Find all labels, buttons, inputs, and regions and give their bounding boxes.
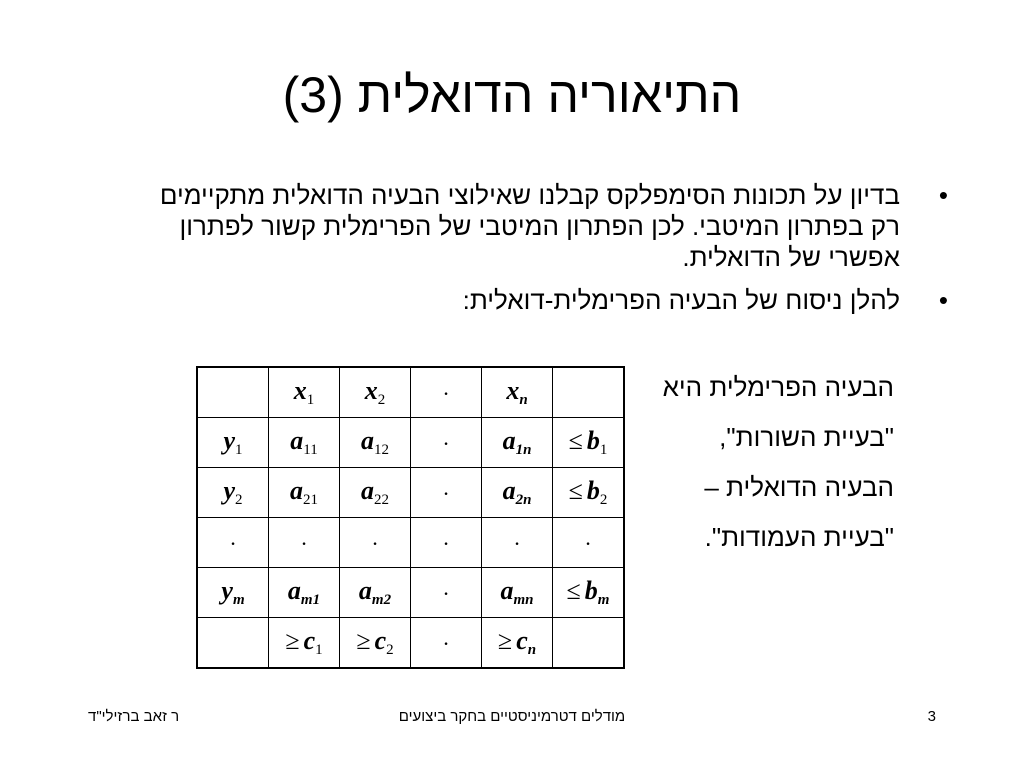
rhs-bm: ≤ $b_m$: [553, 568, 625, 618]
ellipsis-dot: ·: [411, 418, 482, 468]
bullet-icon: •: [938, 285, 948, 315]
objective-cn: ≥ $c_n$: [482, 618, 553, 669]
ellipsis-dot: ·: [340, 518, 411, 568]
ellipsis-dot: ·: [411, 618, 482, 669]
dual-variable-y2: $y_2$: [197, 468, 269, 518]
table-row: [197, 618, 624, 669]
primal-dual-table: [196, 366, 625, 669]
empty-cell: [197, 618, 269, 669]
variable-x1: $x_1$: [269, 367, 340, 418]
ellipsis-dot: ·: [482, 518, 553, 568]
ellipsis-dot: ·: [197, 518, 269, 568]
ellipsis-dot: ·: [553, 518, 625, 568]
ellipsis-dot: ·: [269, 518, 340, 568]
coefficient-a22: $a_{22}$: [340, 468, 411, 518]
footer-author: ר זאב ברזילי"ד: [88, 708, 180, 725]
bullet-item: [130, 180, 948, 273]
coefficient-a1n: $a_{1n}$: [482, 418, 553, 468]
coefficient-am1: $a_{m1}$: [269, 568, 340, 618]
coefficient-am2: $a_{m2}$: [340, 568, 411, 618]
footer-course: מודלים דטרמיניסטיים בחקר ביצועים: [398, 708, 626, 725]
side-line: "בעיית העמודות".: [704, 522, 894, 552]
coefficient-a21: $a_{21}$: [269, 468, 340, 518]
coefficient-a12: $a_{12}$: [340, 418, 411, 468]
table-row: [197, 468, 624, 518]
bullet-text: להלן ניסוח של הבעיה הפרימלית-דואלית:: [462, 285, 900, 315]
objective-c1: ≥ $c_1$: [269, 618, 340, 669]
coefficient-a11: $a_{11}$: [269, 418, 340, 468]
coefficient-amn: $a_{mn}$: [482, 568, 553, 618]
ellipsis-dot: ·: [411, 468, 482, 518]
variable-xn: $x_n$: [482, 367, 553, 418]
objective-c2: ≥ $c_2$: [340, 618, 411, 669]
table-row: [197, 518, 624, 568]
dual-variable-ym: $y_m$: [197, 568, 269, 618]
empty-cell: [197, 367, 269, 418]
ellipsis-dot: ·: [411, 367, 482, 418]
table-header-row: [197, 367, 624, 418]
footer-page-number: 3: [927, 708, 936, 725]
table-row: [197, 418, 624, 468]
table-row: [197, 568, 624, 618]
bullet-list: [130, 180, 948, 328]
dual-variable-y1: $y_1$: [197, 418, 269, 468]
variable-x2: $x_2$: [340, 367, 411, 418]
bullet-item: [130, 285, 948, 316]
ellipsis-dot: ·: [411, 518, 482, 568]
coefficient-a2n: $a_{2n}$: [482, 468, 553, 518]
side-line: הבעיה הפרימלית היא: [662, 372, 894, 402]
side-line: הבעיה הדואלית –: [704, 472, 894, 502]
slide-title: התיאוריה הדואלית (3): [282, 67, 742, 123]
rhs-b2: ≤ $b_2$: [553, 468, 625, 518]
ellipsis-dot: ·: [411, 568, 482, 618]
empty-cell: [553, 367, 625, 418]
rhs-b1: ≤ $b_1$: [553, 418, 625, 468]
empty-cell: [553, 618, 625, 669]
side-line: "בעיית השורות",: [719, 422, 894, 452]
bullet-text: בדיון על תכונות הסימפלקס קבלנו שאילוצי הבעיה הדואלית מתקיימים רק בפתרון המיטבי. לכן הפתרון המיטבי של הפרימלית קשור לפתרון אפשרי של הדואלית.: [159, 180, 900, 272]
bullet-icon: •: [938, 180, 948, 210]
